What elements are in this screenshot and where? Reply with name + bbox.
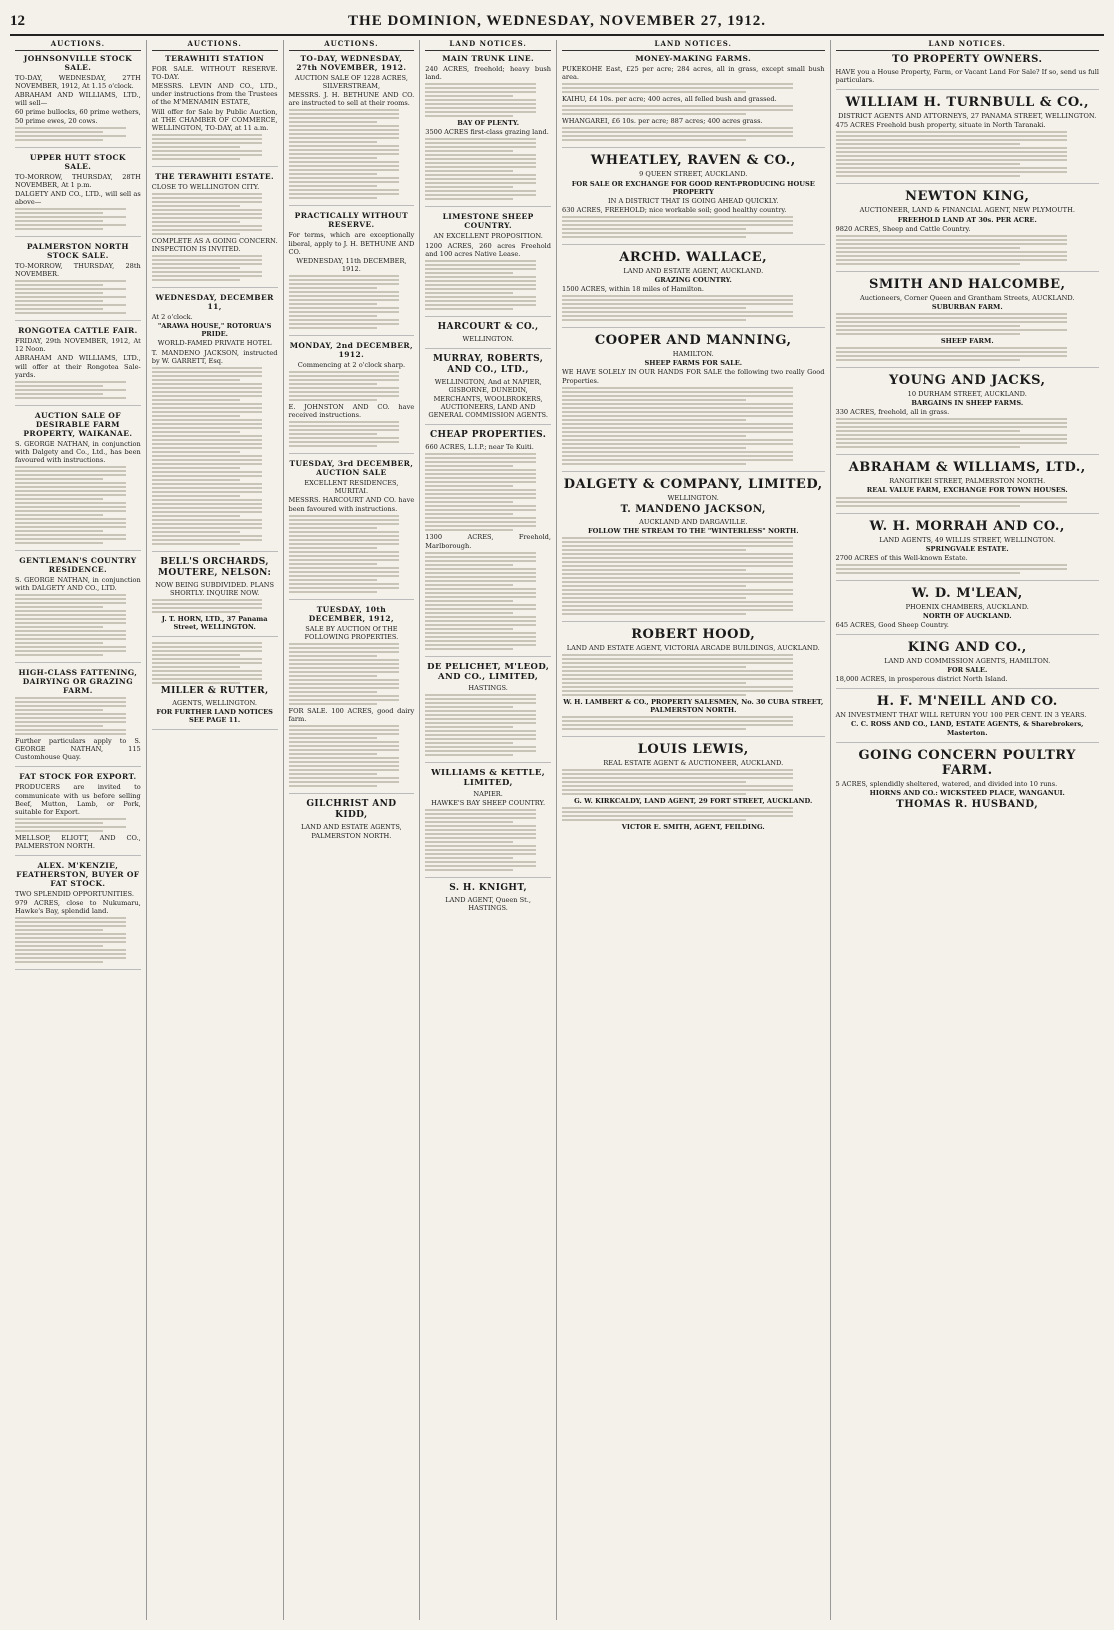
ad-text: 330 ACRES, freehold, all in grass. — [835, 408, 950, 417]
ad-title: CHEAP PROPERTIES. — [429, 430, 547, 441]
ad-title: H. F. M'NEILL AND CO. — [876, 694, 1058, 710]
ad-young-jacks — [836, 373, 1100, 455]
ad-text: 5 ACRES, splendidly sheltered, watered, and divided into 10 runs. — [835, 779, 1058, 788]
ad-title: THE TERAWHITI ESTATE. — [155, 171, 274, 181]
ad-title: LOUIS LEWIS, — [637, 742, 749, 758]
ad-newton-king — [836, 189, 1100, 271]
ad-king-co — [836, 640, 1100, 689]
ad-text: LAND AND ESTATE AGENT, AUCKLAND. — [623, 266, 764, 275]
ad-text: Further particulars apply to S. GEORGE NATHAN, 115 Customhouse Quay. — [15, 737, 141, 762]
ad-title: BELL'S ORCHARDS, MOUTERE, NELSON: — [158, 556, 272, 578]
ad-text: HIORNS AND CO.: WICKSTEED PLACE, WANGANUI. — [869, 788, 1065, 797]
ad-bells-orchards — [152, 557, 278, 637]
ad-morrah — [836, 519, 1100, 581]
ad-fat-stock — [15, 772, 141, 856]
ad-text: 18,000 ACRES, in prosperous district North Island. — [835, 675, 1008, 684]
ad-title: W. H. MORRAH AND CO., — [869, 518, 1065, 534]
ad-gentleman-residence — [15, 556, 141, 663]
column-5 — [557, 40, 831, 1620]
ad-abraham-williams — [836, 460, 1100, 513]
ad-without-reserve — [289, 211, 415, 335]
ad-text: NOW BEING SUBDIVIDED. PLANS SHORTLY. INQUIRE NOW. — [155, 580, 275, 597]
ad-text: WHANGAREI, £6 10s. per acre; 887 acres; 400 acres grass. — [562, 117, 763, 126]
ad-property-owners — [836, 54, 1100, 90]
ad-text: W. H. LAMBERT & CO., PROPERTY SALESMEN, No. 30 CUBA STREET, PALMERSTON NORTH. — [563, 697, 824, 715]
ad-text: 630 ACRES, FREEHOLD; nice workable soil; good healthy country. — [562, 205, 787, 214]
ad-text: WELLINGTON. — [462, 334, 514, 343]
ad-title: TERAWHITI STATION — [165, 54, 265, 64]
ad-title: ABRAHAM & WILLIAMS, LTD., — [848, 460, 1086, 476]
ad-text: T. MANDENO JACKSON, instructed by W. GARRETT, Esq. — [151, 348, 278, 365]
ad-title: PALMERSTON NORTH STOCK SALE. — [26, 242, 129, 261]
ad-text: SALE BY AUCTION Of THE FOLLOWING PROPERTIES. — [304, 624, 399, 641]
ad-title: WHEATLEY, RAVEN & CO., — [590, 153, 796, 169]
ad-text: WELLINGTON. — [667, 493, 719, 502]
ad-title: WILLIAM H. TURNBULL & CO., — [845, 95, 1089, 111]
ad-dalgety-company — [562, 477, 825, 622]
column-3 — [284, 40, 421, 1620]
ad-text: MESSRS. J. H. BETHUNE AND CO. are instructed to sell at their rooms. — [288, 91, 415, 108]
ad-title: DE PELICHET, M'LEOD, AND CO., LIMITED, — [427, 661, 550, 682]
ad-text: REAL VALUE FARM, EXCHANGE FOR TOWN HOUSES. — [866, 486, 1068, 495]
ad-title: RONGOTEA CATTLE FAIR. — [18, 326, 138, 336]
ad-harcourt — [425, 322, 551, 349]
ad-text: FREEHOLD LAND AT 30s. PER ACRE. — [897, 215, 1037, 224]
ad-limestone — [425, 212, 551, 316]
ad-cooper-manning — [562, 333, 825, 471]
ad-text: 3500 ACRES first-class grazing land. — [425, 128, 549, 137]
column-6 — [831, 40, 1105, 1620]
ad-text: CLOSE TO WELLINGTON CITY. — [151, 182, 260, 191]
ad-text: AGENTS, WELLINGTON. — [172, 699, 257, 708]
ad-title: WILLIAMS & KETTLE, LIMITED, — [431, 767, 546, 788]
ad-text: HAVE you a House Property, Farm, or Vacant Land For Sale? If so, send us full particulars. — [835, 68, 1099, 85]
column-heading: LAND NOTICES. — [425, 40, 551, 51]
ad-text: J. T. HORN, LTD., 37 Panama Street, WELLINGTON. — [161, 614, 268, 631]
ad-text: C. C. ROSS AND CO., LAND, ESTATE AGENTS, & Sharebrokers, Masterton. — [851, 720, 1084, 737]
ad-text: GRAZING COUNTRY. — [654, 276, 732, 285]
ad-text: WORLD-FAMED PRIVATE HOTEL — [157, 339, 272, 348]
ad-text: AUCTIONEER, LAND & FINANCIAL AGENT, NEW PLYMOUTH. — [859, 206, 1075, 215]
ad-text: SHEEP FARM. — [940, 336, 994, 345]
ad-text: MERCHANTS, WOOLBROKERS, AUCTIONEERS, LAND AND GENERAL COMMISSION AGENTS. — [428, 395, 548, 420]
ad-mcneill — [836, 694, 1100, 742]
ad-text: WE HAVE SOLELY IN OUR HANDS FOR SALE the following two really Good Properties. — [562, 368, 825, 385]
ad-title: SMITH AND HALCOMBE, — [868, 276, 1066, 292]
ad-text: FOR SALE. — [947, 666, 988, 675]
ad-text: DISTRICT AGENTS AND ATTORNEYS, 27 PANAMA STREET, WELLINGTON. — [838, 112, 1097, 121]
ad-title: GILCHRIST AND KIDD, — [306, 798, 397, 820]
ad-title: TUESDAY, 3rd DECEMBER, AUCTION SALE — [289, 459, 414, 478]
ad-title: AUCTION SALE OF DESIRABLE FARM PROPERTY, WAIKANAE. — [23, 410, 133, 438]
ad-text: G. W. KIRKCALDY, LAND AGENT, 29 FORT STREET, AUCKLAND. — [574, 797, 813, 806]
ad-text: At 2 o'clock. — [151, 313, 193, 322]
ad-text: EXCELLENT RESIDENCES, MURITAI. — [304, 479, 399, 496]
column-2 — [147, 40, 284, 1620]
ad-text: KAIHU, £4 10s. per acre; 400 acres, all felled bush and grassed. — [562, 95, 777, 104]
ad-text: 9820 ACRES, Sheep and Cattle Country. — [835, 224, 971, 233]
ad-text: REAL ESTATE AGENT & AUCTIONEER, AUCKLAND. — [603, 759, 784, 768]
ad-knight — [425, 883, 551, 917]
ad-text: TWO SPLENDID OPPORTUNITIES. — [15, 890, 134, 898]
ad-text: BARGAINS IN SHEEP FARMS. — [911, 399, 1024, 408]
ad-murray-roberts — [425, 354, 551, 425]
ad-text: Commencing at 2 o'clock sharp. — [297, 360, 406, 369]
ad-rongotea — [15, 326, 141, 405]
ad-text: WEDNESDAY, 11th DECEMBER, 1912. — [296, 256, 407, 273]
page-number: 12 — [10, 12, 25, 29]
ad-text: Auctioneers, Corner Queen and Grantham Streets, AUCKLAND. — [859, 293, 1075, 302]
ad-text: DALGETY AND CO., LTD., will sell as above— — [15, 189, 141, 206]
ad-palmerston-stock — [15, 242, 141, 321]
ad-archd-wallace — [562, 250, 825, 328]
column-heading: LAND NOTICES. — [562, 40, 825, 51]
ad-text: HAWKE'S BAY SHEEP COUNTRY. — [431, 798, 546, 807]
ad-title: GOING CONCERN POULTRY FARM. — [858, 747, 1076, 778]
ad-text: E. JOHNSTON AND CO. have received instructions. — [288, 403, 415, 420]
ad-text: FOLLOW THE STREAM TO THE "WINTERLESS" NORTH. — [587, 526, 799, 535]
ad-title: W. D. M'LEAN, — [911, 585, 1023, 601]
ad-title: ROBERT HOOD, — [631, 626, 756, 642]
ad-text: 9 QUEEN STREET, AUCKLAND. — [639, 170, 748, 179]
ad-title: COOPER AND MANNING, — [594, 333, 792, 349]
ad-text: ABRAHAM AND WILLIAMS, LTD., will sell— — [15, 91, 141, 108]
ad-text: LAND AND COMMISSION AGENTS, HAMILTON. — [884, 657, 1051, 666]
ad-text: FOR FURTHER LAND NOTICES SEE PAGE 11. — [156, 708, 273, 725]
ad-text: SPRINGVALE ESTATE. — [925, 544, 1009, 553]
ad-waikanae — [15, 411, 141, 551]
ad-text: FOR SALE. 100 ACRES, good dairy farm. — [288, 706, 415, 723]
ad-title: KING AND CO., — [907, 640, 1027, 656]
ad-johnsonville — [15, 54, 141, 148]
ad-text: T. MANDENO JACKSON, — [620, 503, 766, 515]
ad-title: MILLER & RUTTER, — [160, 686, 269, 697]
ad-text: 10 DURHAM STREET, AUCKLAND. — [907, 390, 1027, 399]
ad-text: COMPLETE AS A GOING CONCERN. INSPECTION IS INVITED. — [151, 236, 278, 254]
ad-title: WEDNESDAY, DECEMBER 11, — [155, 293, 274, 312]
ad-text: MESSRS. LEVIN AND CO., LTD., under instructions from the Trustees of the M'MENAMIN ESTATE, — [151, 82, 278, 107]
ad-smith-halcombe — [836, 277, 1100, 368]
ad-title: NEWTON KING, — [905, 189, 1030, 205]
ad-text: WELLINGTON, And at NAPIER, GISBORNE, DUNEDIN, — [434, 377, 542, 394]
masthead — [10, 8, 1104, 36]
ad-text: For terms, which are exceptionally liberal, apply to J. H. BETHUNE AND CO. — [288, 231, 415, 256]
ad-title: GENTLEMAN'S COUNTRY RESIDENCE. — [19, 555, 137, 574]
ad-de-pelichet — [425, 662, 551, 763]
ad-text: 60 prime bullocks, 60 prime wethers, 50 prime ewes, 20 cows. — [15, 108, 141, 125]
ad-louis-lewis — [562, 742, 825, 836]
ad-grazing-farm — [15, 668, 141, 767]
ad-title: TUESDAY, 10th DECEMBER, 1912, — [308, 604, 394, 623]
ad-arawa-house — [152, 293, 278, 552]
ad-title: TO PROPERTY OWNERS. — [892, 54, 1043, 66]
ad-text: LAND AGENT, Queen St., HASTINGS. — [445, 895, 531, 912]
ad-mclean — [836, 586, 1100, 635]
ad-turnbull — [836, 95, 1100, 184]
ad-monday-auction — [289, 341, 415, 454]
ad-text: IN A DISTRICT THAT IS GOING AHEAD QUICKLY. — [608, 196, 779, 205]
ad-text: 979 ACRES, close to Nukumaru, Hawke's Bay, splendid land. — [15, 899, 141, 916]
ad-title: PRACTICALLY WITHOUT RESERVE. — [294, 211, 409, 230]
column-heading: AUCTIONS. — [15, 40, 141, 51]
ad-text: RANGITIKEI STREET, PALMERSTON NORTH. — [889, 477, 1046, 486]
ad-title: UPPER HUTT STOCK SALE. — [29, 152, 126, 171]
columns-grid — [10, 40, 1104, 1620]
ad-text: TO-MORROW, THURSDAY, 28th NOVEMBER. — [15, 262, 141, 279]
ad-text: AUCKLAND AND DARGAVILLE. — [639, 517, 748, 526]
ad-text: AN EXCELLENT PROPOSITION. — [433, 232, 543, 241]
ad-text: SHEEP FARMS FOR SALE. — [644, 359, 743, 368]
ad-main-trunk — [425, 54, 551, 207]
ad-text: 660 ACRES, L.I.P.; near Te Kuiti. — [425, 443, 534, 452]
ad-title: DALGETY & COMPANY, LIMITED, — [563, 476, 823, 492]
ad-silverstream — [289, 54, 415, 206]
ad-title: FAT STOCK FOR EXPORT. — [19, 772, 137, 782]
ad-title: ALEX. M'KENZIE, FEATHERSTON, BUYER OF FAT STOCK. — [16, 861, 140, 888]
ad-text: PHOENIX CHAMBERS, AUCKLAND. — [905, 602, 1029, 611]
ad-text: FOR SALE. WITHOUT RESERVE. TO-DAY. — [151, 65, 278, 82]
ad-poultry-farm — [836, 748, 1100, 817]
ad-upper-hutt — [15, 153, 141, 237]
ad-text: SUBURBAN FARM. — [931, 302, 1003, 311]
ad-text: PALMERSTON NORTH. — [311, 832, 392, 841]
ad-text: LAND AND ESTATE AGENTS, — [301, 822, 402, 831]
ad-text: THOMAS R. HUSBAND, — [896, 798, 1039, 810]
ad-title: MONEY-MAKING FARMS. — [635, 54, 752, 64]
ad-text: FOR SALE OR EXCHANGE FOR GOOD RENT-PRODUCING HOUSE PROPERTY — [571, 179, 815, 196]
ad-money-making-farms — [562, 54, 825, 148]
column-heading: LAND NOTICES. — [836, 40, 1100, 51]
ad-title: S. H. KNIGHT, — [449, 882, 527, 893]
ad-title: MONDAY, 2nd DECEMBER, 1912. — [289, 340, 414, 359]
ad-text: NAPIER. — [473, 789, 503, 798]
ad-text: NORTH OF AUCKLAND. — [922, 611, 1012, 620]
ad-miller-rutter — [152, 642, 278, 730]
ad-text: MESSRS. HARCOURT AND CO. have been favoured with instructions. — [288, 496, 415, 513]
ad-title: HIGH-CLASS FATTENING, DAIRYING OR GRAZING FARM. — [18, 668, 138, 696]
column-1 — [10, 40, 147, 1620]
ad-terawhiti-estate — [152, 172, 278, 288]
column-4 — [420, 40, 557, 1620]
ad-text: S. GEORGE NATHAN, in conjunction with Dalgety and Co., Ltd., has been favoured with instructions. — [15, 439, 141, 464]
ad-text: TO-MORROW, THURSDAY, 28TH NOVEMBER, At 1 p.m. — [15, 172, 141, 189]
ad-robert-hood — [562, 627, 825, 737]
ad-text: LAND AND ESTATE AGENT, VICTORIA ARCADE BUILDINGS, AUCKLAND. — [566, 643, 820, 652]
ad-text: LAND AGENTS, 49 WILLIS STREET, WELLINGTON. — [879, 535, 1056, 544]
ad-cheap-properties — [425, 430, 551, 656]
ad-muritai — [289, 459, 415, 599]
ad-terawhiti-station — [152, 54, 278, 167]
ad-text: 645 ACRES, Good Sheep Country. — [835, 620, 949, 629]
ad-text: 1200 ACRES, 260 acres Freehold and 100 acres Native Lease. — [425, 241, 551, 258]
ad-text: 1500 ACRES, within 18 miles of Hamilton. — [562, 285, 704, 294]
ad-text: 1300 ACRES, Freehold, Marlborough. — [425, 533, 551, 550]
ad-wheatley-raven — [562, 153, 825, 244]
ad-text: VICTOR E. SMITH, AGENT, FEILDING. — [621, 823, 765, 832]
ad-text: 2700 ACRES of this Well-known Estate. — [835, 553, 968, 562]
ad-text: S. GEORGE NATHAN, in conjunction with DALGETY AND CO., LTD. — [15, 575, 141, 593]
ad-text: Will offer for Sale by Public Auction, at THE CHAMBER OF COMMERCE, WELLINGTON, TO-DAY, at 11 a.m. — [151, 107, 278, 132]
ad-text: HASTINGS. — [468, 683, 508, 692]
ad-williams-kettle — [425, 768, 551, 878]
ad-text: 475 ACRES Freehold bush property, situate in North Taranaki. — [835, 121, 1046, 130]
ad-title: HARCOURT & CO., — [437, 321, 539, 332]
ad-text: AN INVESTMENT THAT WILL RETURN YOU 100 PER CENT. IN 3 YEARS. — [835, 711, 1087, 720]
ad-text: PRODUCERS are invited to communicate with us before selling Beef, Mutton, Lamb, or Pork, suitable for Export. — [15, 783, 141, 816]
ad-text: MELLSOP, ELIOTT, AND CO., PALMERSTON NORTH. — [15, 833, 141, 850]
ad-text: ABRAHAM AND WILLIAMS, LTD., will offer at their Rongotea Sale-yards. — [15, 354, 141, 379]
newspaper-title: THE DOMINION, WEDNESDAY, NOVEMBER 27, 1912. — [348, 12, 766, 29]
ad-title: TO-DAY, WEDNESDAY, 27th NOVEMBER, 1912. — [296, 54, 407, 73]
ad-gilchrist-kidd — [289, 799, 415, 845]
ad-text: HAMILTON. — [672, 350, 714, 359]
column-heading: AUCTIONS. — [289, 40, 415, 51]
ad-text: PUKEKOHE East, £25 per acre; 284 acres, all in grass, except small bush area. — [562, 65, 825, 82]
ad-title: YOUNG AND JACKS, — [888, 373, 1046, 389]
ad-text: FRIDAY, 29th NOVEMBER, 1912, At 12 Noon. — [15, 337, 141, 354]
ad-mckenzie — [15, 861, 141, 970]
ad-title: ARCHD. WALLACE, — [619, 249, 768, 265]
column-heading: AUCTIONS. — [152, 40, 278, 51]
ad-text: BAY OF PLENTY. — [457, 119, 520, 128]
ad-title: MAIN TRUNK LINE. — [442, 54, 535, 64]
ad-text: AUCTION SALE OF 1228 ACRES, SILVERSTREAM, — [294, 74, 408, 91]
ad-title: MURRAY, ROBERTS, AND CO., LTD., — [432, 353, 544, 375]
ad-tuesday-auction — [289, 605, 415, 794]
ad-text: "ARAWA HOUSE," ROTORUA'S PRIDE. — [157, 322, 272, 339]
ad-title: LIMESTONE SHEEP COUNTRY. — [442, 212, 534, 231]
ad-text: 240 ACRES, freehold; heavy bush land. — [425, 65, 551, 82]
ad-title: JOHNSONVILLE STOCK SALE. — [23, 54, 132, 73]
ad-text: TO-DAY, WEDNESDAY, 27TH NOVEMBER, 1912, At 1.15 o'clock. — [15, 74, 141, 91]
